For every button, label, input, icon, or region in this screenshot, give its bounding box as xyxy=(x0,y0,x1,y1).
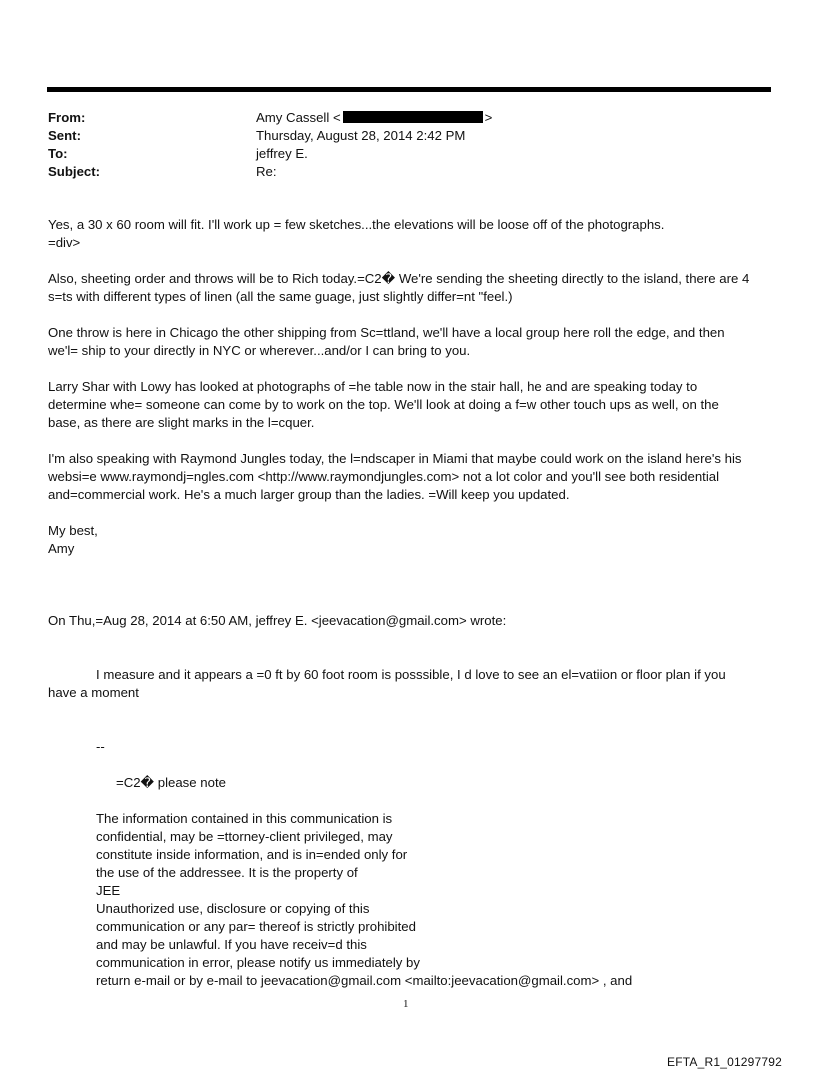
body-line: Also, sheeting order and throws will be to Rich today.=C2� We're sending the sheeting directly to the island, there are 4 xyxy=(48,271,750,286)
from-end: > xyxy=(484,110,493,125)
to-label: To: xyxy=(48,146,68,161)
body-line: s=ts with different types of linen (all the same guage, just slightly differ=nt "feel.) xyxy=(48,289,513,304)
sent-label: Sent: xyxy=(48,128,81,143)
body-line: One throw is here in Chicago the other shipping from Sc=ttland, we'll have a local group here roll the edge, and then xyxy=(48,325,725,340)
header-rule xyxy=(47,87,771,92)
disclaimer-line: communication in error, please notify us immediately by xyxy=(96,955,420,970)
to-value: jeffrey E. xyxy=(256,146,308,161)
subject-value: Re: xyxy=(256,164,277,179)
disclaimer-line: return e-mail or by e-mail to jeevacation@gmail.com <mailto:jeevacation@gmail.com> , and xyxy=(96,973,633,988)
disclaimer-line: the use of the addressee. It is the property of xyxy=(96,865,358,880)
bates-number: EFTA_R1_01297792 xyxy=(667,1055,783,1069)
disclaimer-line: and may be unlawful. If you have receiv=d this xyxy=(96,937,367,952)
disclaimer-line: constitute inside information, and is in=ended only for xyxy=(96,847,408,862)
page-number: 1 xyxy=(403,998,409,1010)
body-line: I'm also speaking with Raymond Jungles today, the l=ndscaper in Miami that maybe could work on the island here's his xyxy=(48,451,742,466)
signature-name: Amy xyxy=(48,541,75,556)
body-line: Yes, a 30 x 60 room will fit. I'll work up = few sketches...the elevations will be loose off of the photographs. xyxy=(48,217,665,232)
redaction-box xyxy=(343,111,483,123)
quoted-line: I measure and it appears a =0 ft by 60 foot room is posssible, I d love to see an el=vatiion or floor plan if you xyxy=(96,667,726,682)
body-line: determine whe= someone can come by to work on the top. We'll look at doing a f=w other touch ups as well, on the xyxy=(48,397,719,412)
from-label: From: xyxy=(48,110,86,125)
quote-intro: On Thu,=Aug 28, 2014 at 6:50 AM, jeffrey E. <jeevacation@gmail.com> wrote: xyxy=(48,613,507,628)
quoted-line: have a moment xyxy=(48,685,139,700)
subject-label: Subject: xyxy=(48,164,101,179)
signoff-line: My best, xyxy=(48,523,98,538)
body-line: =div> xyxy=(48,235,81,250)
disclaimer-line: Unauthorized use, disclosure or copying of this xyxy=(96,901,370,916)
disclaimer-line: communication or any par= thereof is strictly prohibited xyxy=(96,919,416,934)
disclaimer-line: JEE xyxy=(96,883,121,898)
sent-value: Thursday, August 28, 2014 2:42 PM xyxy=(256,128,466,143)
disclaimer-line: The information contained in this communication is xyxy=(96,811,393,826)
signature-separator: -- xyxy=(96,739,105,754)
note-line: =C2� please note xyxy=(116,775,226,790)
disclaimer-line: confidential, may be =ttorney-client privileged, may xyxy=(96,829,393,844)
body-line: we'l= ship to your directly in NYC or wherever...and/or I can bring to you. xyxy=(48,343,471,358)
from-value xyxy=(256,109,492,127)
from-name: Amy Cassell < xyxy=(256,110,341,125)
body-line: base, as there are slight marks in the l=cquer. xyxy=(48,415,315,430)
body-line: websi=e www.raymondj=ngles.com <http://www.raymondjungles.com> not a lot color and you'll see both residential xyxy=(48,469,720,484)
body-line: and=commercial work. He's a much larger group than the ladies. =Will keep you updated. xyxy=(48,487,570,502)
body-line: Larry Shar with Lowy has looked at photographs of =he table now in the stair hall, he and are speaking today to xyxy=(48,379,698,394)
